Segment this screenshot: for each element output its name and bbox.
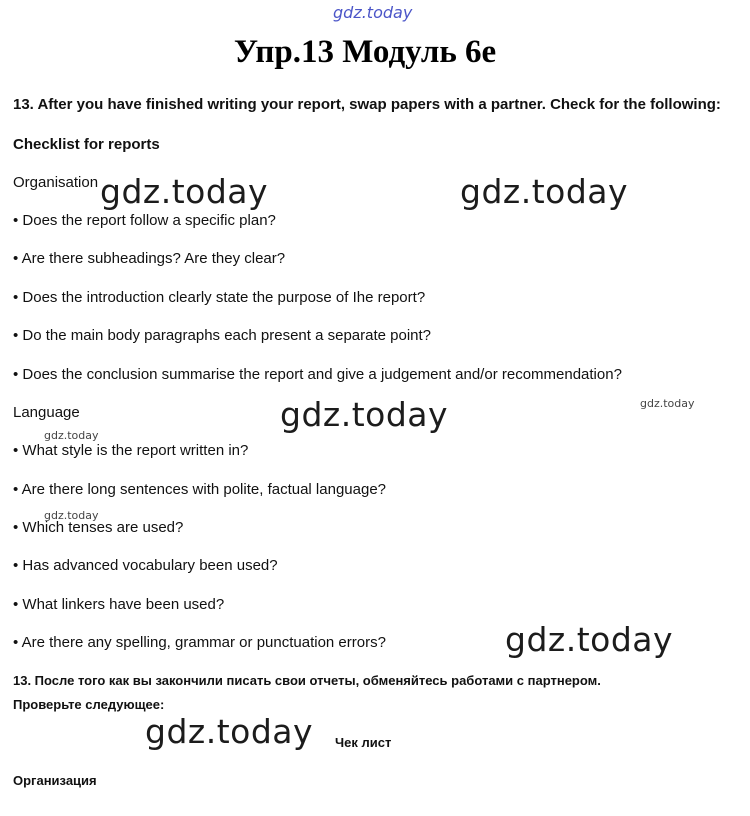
watermark: gdz.today xyxy=(505,620,674,659)
organisation-item: • Does the conclusion summarise the report and give a judgement and/or recommendation? xyxy=(13,366,622,383)
language-item: • Are there any spelling, grammar or punctuation errors? xyxy=(13,634,386,651)
language-item: • What style is the report written in? xyxy=(13,442,249,459)
organisation-item: • Do the main body paragraphs each present a separate point? xyxy=(13,327,432,344)
checklist-ru: Чек лист xyxy=(335,735,392,750)
watermark: gdz.today xyxy=(280,395,449,434)
organisation-ru: Организация xyxy=(13,773,97,788)
watermark: gdz.today xyxy=(145,712,314,751)
language-heading: Language xyxy=(13,404,80,421)
watermark-small: gdz.today xyxy=(640,397,695,410)
language-item: • What linkers have been used? xyxy=(13,596,225,613)
watermark-top: gdz.today xyxy=(333,3,413,22)
task-en: 13. After you have finished writing your report, swap papers with a partner. Check for the following: xyxy=(13,96,721,113)
watermark-small: gdz.today xyxy=(44,509,99,522)
language-item: • Which tenses are used? xyxy=(13,519,184,536)
organisation-item: • Are there subheadings? Are they clear? xyxy=(13,250,286,267)
organisation-heading: Organisation xyxy=(13,174,99,191)
watermark-small: gdz.today xyxy=(44,429,99,442)
organisation-item: • Does the report follow a specific plan? xyxy=(13,212,276,229)
task-ru-line2: Проверьте следующее: xyxy=(13,697,165,712)
language-item: • Has advanced vocabulary been used? xyxy=(13,557,278,574)
watermark: gdz.today xyxy=(100,172,269,211)
language-item: • Are there long sentences with polite, factual language? xyxy=(13,481,387,498)
task-ru-line1: 13. После того как вы закончили писать свои отчеты, обменяйтесь работами с партнером. xyxy=(13,673,601,688)
watermark: gdz.today xyxy=(460,172,629,211)
page-title: Упр.13 Модуль 6е xyxy=(233,34,497,70)
organisation-item: • Does the introduction clearly state the purpose of Ihe report? xyxy=(13,289,426,306)
checklist-title: Checklist for reports xyxy=(13,136,160,153)
